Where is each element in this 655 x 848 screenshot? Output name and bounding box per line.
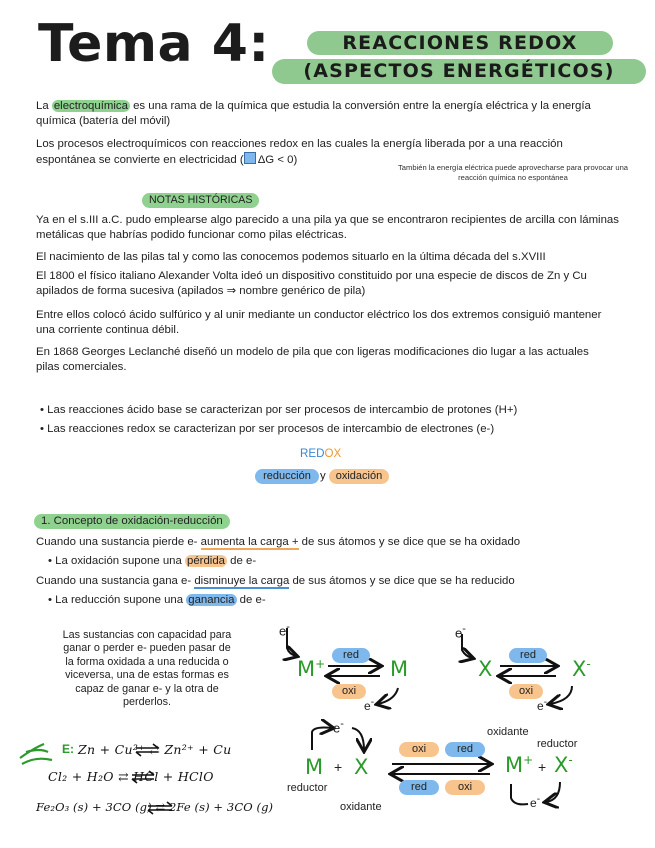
label-reductor-top: reductor — [537, 738, 578, 750]
species-M-plus: M+ — [297, 657, 326, 681]
species-M-plus-right: M+ — [505, 753, 534, 777]
concept-oxidation: Cuando una sustancia pierde e- aumenta la carga + de sus átomos y se dice que se ha oxidado — [36, 536, 521, 548]
tag-oxi-1: oxi — [332, 684, 366, 699]
equations-label: E: — [62, 742, 74, 756]
electron-return-arrow-2 — [546, 782, 560, 802]
label-oxidante-bottom: oxidante — [340, 801, 382, 813]
electron-label-3: e- — [455, 623, 466, 641]
tag-red-3: red — [445, 742, 485, 757]
side-note: También la energía eléctrica puede aprovecharse para provocar una reacción química no espontánea — [397, 163, 629, 182]
electron-label-4: e- — [537, 697, 548, 713]
tag-oxi-4: oxi — [445, 780, 485, 795]
history-5: En 1868 Georges Leclanché diseñó un modelo de pila que con ligeras modificaciones dio lugar a las actuales pilas comerciales. — [36, 346, 589, 373]
intro-paragraph-2: Los procesos electroquímicos con reacciones redox en las cuales la energía liberada por a una reacción espontánea se convierte en electricidad ( ΔG < 0) — [36, 138, 563, 166]
electron-return-arrow — [511, 784, 528, 804]
tag-oxidacion: oxidación — [329, 469, 389, 484]
banner-line-1: REACCIONES REDOX — [307, 31, 613, 55]
highlight-electroquimica: electroquímica — [53, 100, 128, 112]
history-3: El 1800 el físico italiano Alexander Volta ideó un dispositivo constituido por una especie de discos de Zn y Cu apilados de forma sucesiva (apilados ⇒ nombre genérico de pila) — [36, 270, 587, 297]
bullet-acid-base: • Las reacciones ácido base se caracterizan por ser procesos de intercambio de protones (H+) — [40, 404, 518, 416]
species-M: M — [390, 657, 409, 681]
electron-label-2: e- — [364, 697, 375, 713]
species-X-minus-right: X- — [554, 753, 573, 777]
page-title: Tema 4: — [38, 14, 270, 74]
electron-label-6: e- — [530, 794, 541, 810]
tag-red-2: red — [509, 648, 547, 663]
species-X: X — [478, 657, 493, 681]
redox-word: REDOX — [300, 447, 342, 460]
tag-red-1: red — [332, 648, 370, 663]
banner-line-2: (ASPECTOS ENERGÉTICOS) — [272, 59, 646, 84]
electron-label-1: e- — [279, 621, 290, 639]
bullet-redox: • Las reacciones redox se caracterizan por ser procesos de intercambio de electrones (e-) — [40, 423, 495, 435]
capacity-note: Las sustancias con capacidad para ganar o perder e- pueden pasar de la forma oxidada a una reducida o viceversa, una de estas formas es capaz de ganar e- y la otra de perderlos. — [62, 629, 232, 709]
equation-2: Cl₂ + H₂O ⇄ HCl + HClO — [48, 769, 214, 784]
equation-1: Zn + Cu²⁺ ⇄ Zn²⁺ + Cu — [78, 742, 232, 757]
tag-reduccion: reducción — [255, 469, 319, 484]
concept-oxidation-bullet: • La oxidación supone una pérdida de e- — [48, 555, 257, 567]
history-4: Entre ellos colocó ácido sulfúrico y al unir mediante un conductor eléctrico los dos extremos consiguió mantener una corriente continua débil. — [36, 309, 602, 336]
label-oxidante-top: oxidante — [487, 726, 529, 738]
species-X-left: X — [354, 755, 369, 779]
concept-reduction: Cuando una sustancia gana e- disminuye la carga de sus átomos y se dice que se ha reducido — [36, 575, 515, 587]
plus-sign-1: + — [334, 759, 343, 775]
concept-label: 1. Concepto de oxidación-reducción — [34, 514, 230, 529]
tag-oxi-3: oxi — [399, 742, 439, 757]
label-reductor-bottom: reductor — [287, 782, 328, 794]
electron-transfer-arrow-2 — [352, 728, 364, 750]
concept-reduction-bullet: • La reducción supone una ganancia de e- — [48, 594, 266, 606]
species-M-left: M — [305, 755, 324, 779]
electron-out-arrow-2 — [550, 686, 572, 704]
species-X-minus: X- — [572, 657, 591, 681]
tag-red-4: red — [399, 780, 439, 795]
intro-paragraph-1: La electroquímica es una rama de la química que estudia la conversión entre la energía eléctrica y la energía química (batería del móvil) — [36, 100, 591, 127]
history-1: Ya en el s.III a.C. pudo emplearse algo parecido a una pila ya que se encontraron recipientes de arcilla con láminas metálicas que habrías podido funcionar como pilas eléctricas. — [36, 214, 619, 241]
equation-3: Fe₂O₃ (s) + 3CO (g) ⇄ 2Fe (s) + 3CO (g) — [36, 800, 274, 814]
tag-oxi-2: oxi — [509, 684, 543, 699]
history-2: El nacimiento de las pilas tal y como las conocemos podemos situarlo en la última década del s.XVIII — [36, 251, 546, 263]
plus-sign-2: + — [538, 759, 547, 775]
word-y: y — [320, 470, 326, 482]
history-label: NOTAS HISTÓRICAS — [142, 193, 259, 208]
electron-label-5: e- — [333, 718, 344, 736]
electron-transfer-arrow — [312, 728, 332, 751]
e-squiggle-icon — [20, 744, 52, 764]
electron-out-arrow-1 — [378, 688, 398, 704]
